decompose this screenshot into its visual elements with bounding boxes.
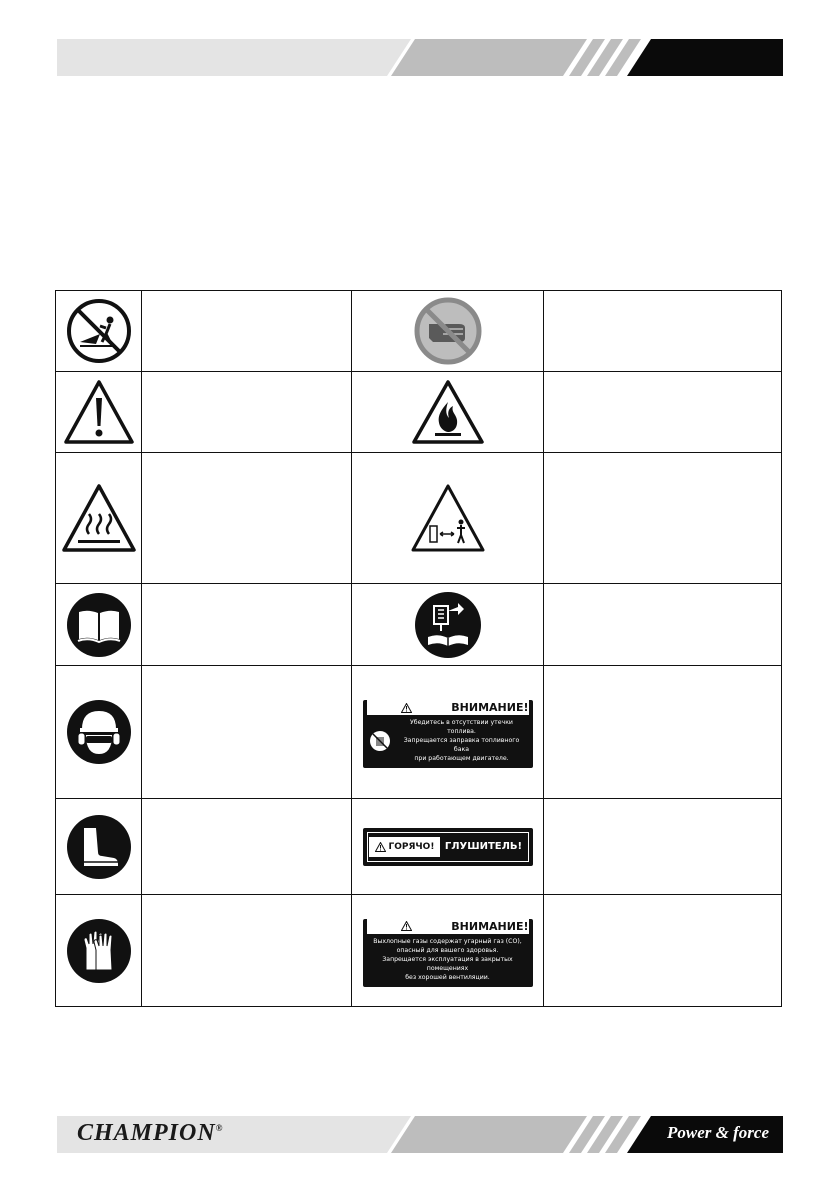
row-text xyxy=(142,372,352,453)
row-text xyxy=(544,799,782,895)
warning-exclamation-icon xyxy=(63,378,135,446)
table-row xyxy=(56,799,782,895)
icon-cell xyxy=(352,453,544,584)
label-line: опасный для вашего здоровья. xyxy=(396,946,499,954)
icon-cell xyxy=(352,291,544,372)
footer-band xyxy=(57,1116,783,1153)
label-line: Запрещается заправка топливного бака xyxy=(403,737,520,753)
no-walking-near-blade-icon xyxy=(66,298,132,364)
label-line: Убедитесь в отсутствии утечки топлива. xyxy=(410,719,513,735)
row-text xyxy=(142,799,352,895)
header-stripes xyxy=(57,39,783,76)
hot-muffler-label xyxy=(363,828,533,866)
safe-distance-icon xyxy=(410,482,486,554)
warning-triangle-icon xyxy=(401,921,412,931)
hot-surface-icon xyxy=(61,482,137,554)
icon-cell xyxy=(56,584,142,666)
label-body xyxy=(397,718,527,763)
brand-mark: ® xyxy=(215,1123,224,1133)
icon-cell xyxy=(56,372,142,453)
icon-cell xyxy=(56,291,142,372)
icon-cell xyxy=(352,799,544,895)
read-manual-icon xyxy=(66,592,132,658)
row-text xyxy=(142,291,352,372)
label-title: ВНИМАНИЕ! xyxy=(451,919,529,933)
row-text xyxy=(544,453,782,584)
exhaust-warning-label xyxy=(363,919,533,987)
label-header xyxy=(367,919,529,934)
no-touch-hand-icon xyxy=(413,296,483,366)
wear-helmet-goggles-ear-icon xyxy=(66,699,132,765)
row-text xyxy=(142,895,352,1007)
label-title: ВНИМАНИЕ! xyxy=(451,701,529,714)
table-row xyxy=(56,372,782,453)
icon-cell xyxy=(352,372,544,453)
icon-cell xyxy=(352,666,544,799)
label-line: без хорошей вентиляции. xyxy=(405,973,490,981)
warning-triangle-icon xyxy=(375,842,386,852)
icon-cell xyxy=(56,799,142,895)
label-body xyxy=(363,934,533,987)
warning-triangle-icon xyxy=(401,703,412,713)
label-line: при работающем двигателе. xyxy=(414,755,509,762)
muffler-label-text: ГЛУШИТЕЛЬ! xyxy=(444,841,523,852)
icon-cell xyxy=(56,895,142,1007)
fuel-warning-label xyxy=(363,700,533,768)
label-header xyxy=(367,700,529,715)
icon-cell xyxy=(56,453,142,584)
unplug-spark-read-manual-icon xyxy=(414,591,482,659)
brand-logo xyxy=(77,1120,223,1147)
hot-label-left xyxy=(369,837,441,857)
tagline: Power & force xyxy=(667,1123,769,1142)
label-line: Запрещается эксплуатация в закрытых помещениях xyxy=(382,955,513,972)
row-text xyxy=(544,666,782,799)
table-row xyxy=(56,584,782,666)
row-text xyxy=(544,584,782,666)
flammable-icon xyxy=(411,378,485,446)
icon-cell xyxy=(56,666,142,799)
table-row xyxy=(56,895,782,1007)
row-text xyxy=(142,666,352,799)
label-line: Выхлопные газы содержат угарный газ (CO), xyxy=(373,937,522,945)
icon-cell xyxy=(352,895,544,1007)
table-row xyxy=(56,291,782,372)
row-text xyxy=(544,372,782,453)
hot-label-text: ГОРЯЧО! xyxy=(388,841,435,852)
wear-gloves-icon xyxy=(66,918,132,984)
icon-cell xyxy=(352,584,544,666)
safety-signs-table xyxy=(55,290,782,1007)
brand-name: CHAMPION xyxy=(77,1120,216,1146)
header-band xyxy=(57,39,783,76)
table-row xyxy=(56,666,782,799)
row-text xyxy=(544,291,782,372)
no-fuel-can-icon xyxy=(369,730,391,752)
wear-boots-icon xyxy=(66,814,132,880)
row-text xyxy=(544,895,782,1007)
row-text xyxy=(142,453,352,584)
table-row xyxy=(56,453,782,584)
row-text xyxy=(142,584,352,666)
